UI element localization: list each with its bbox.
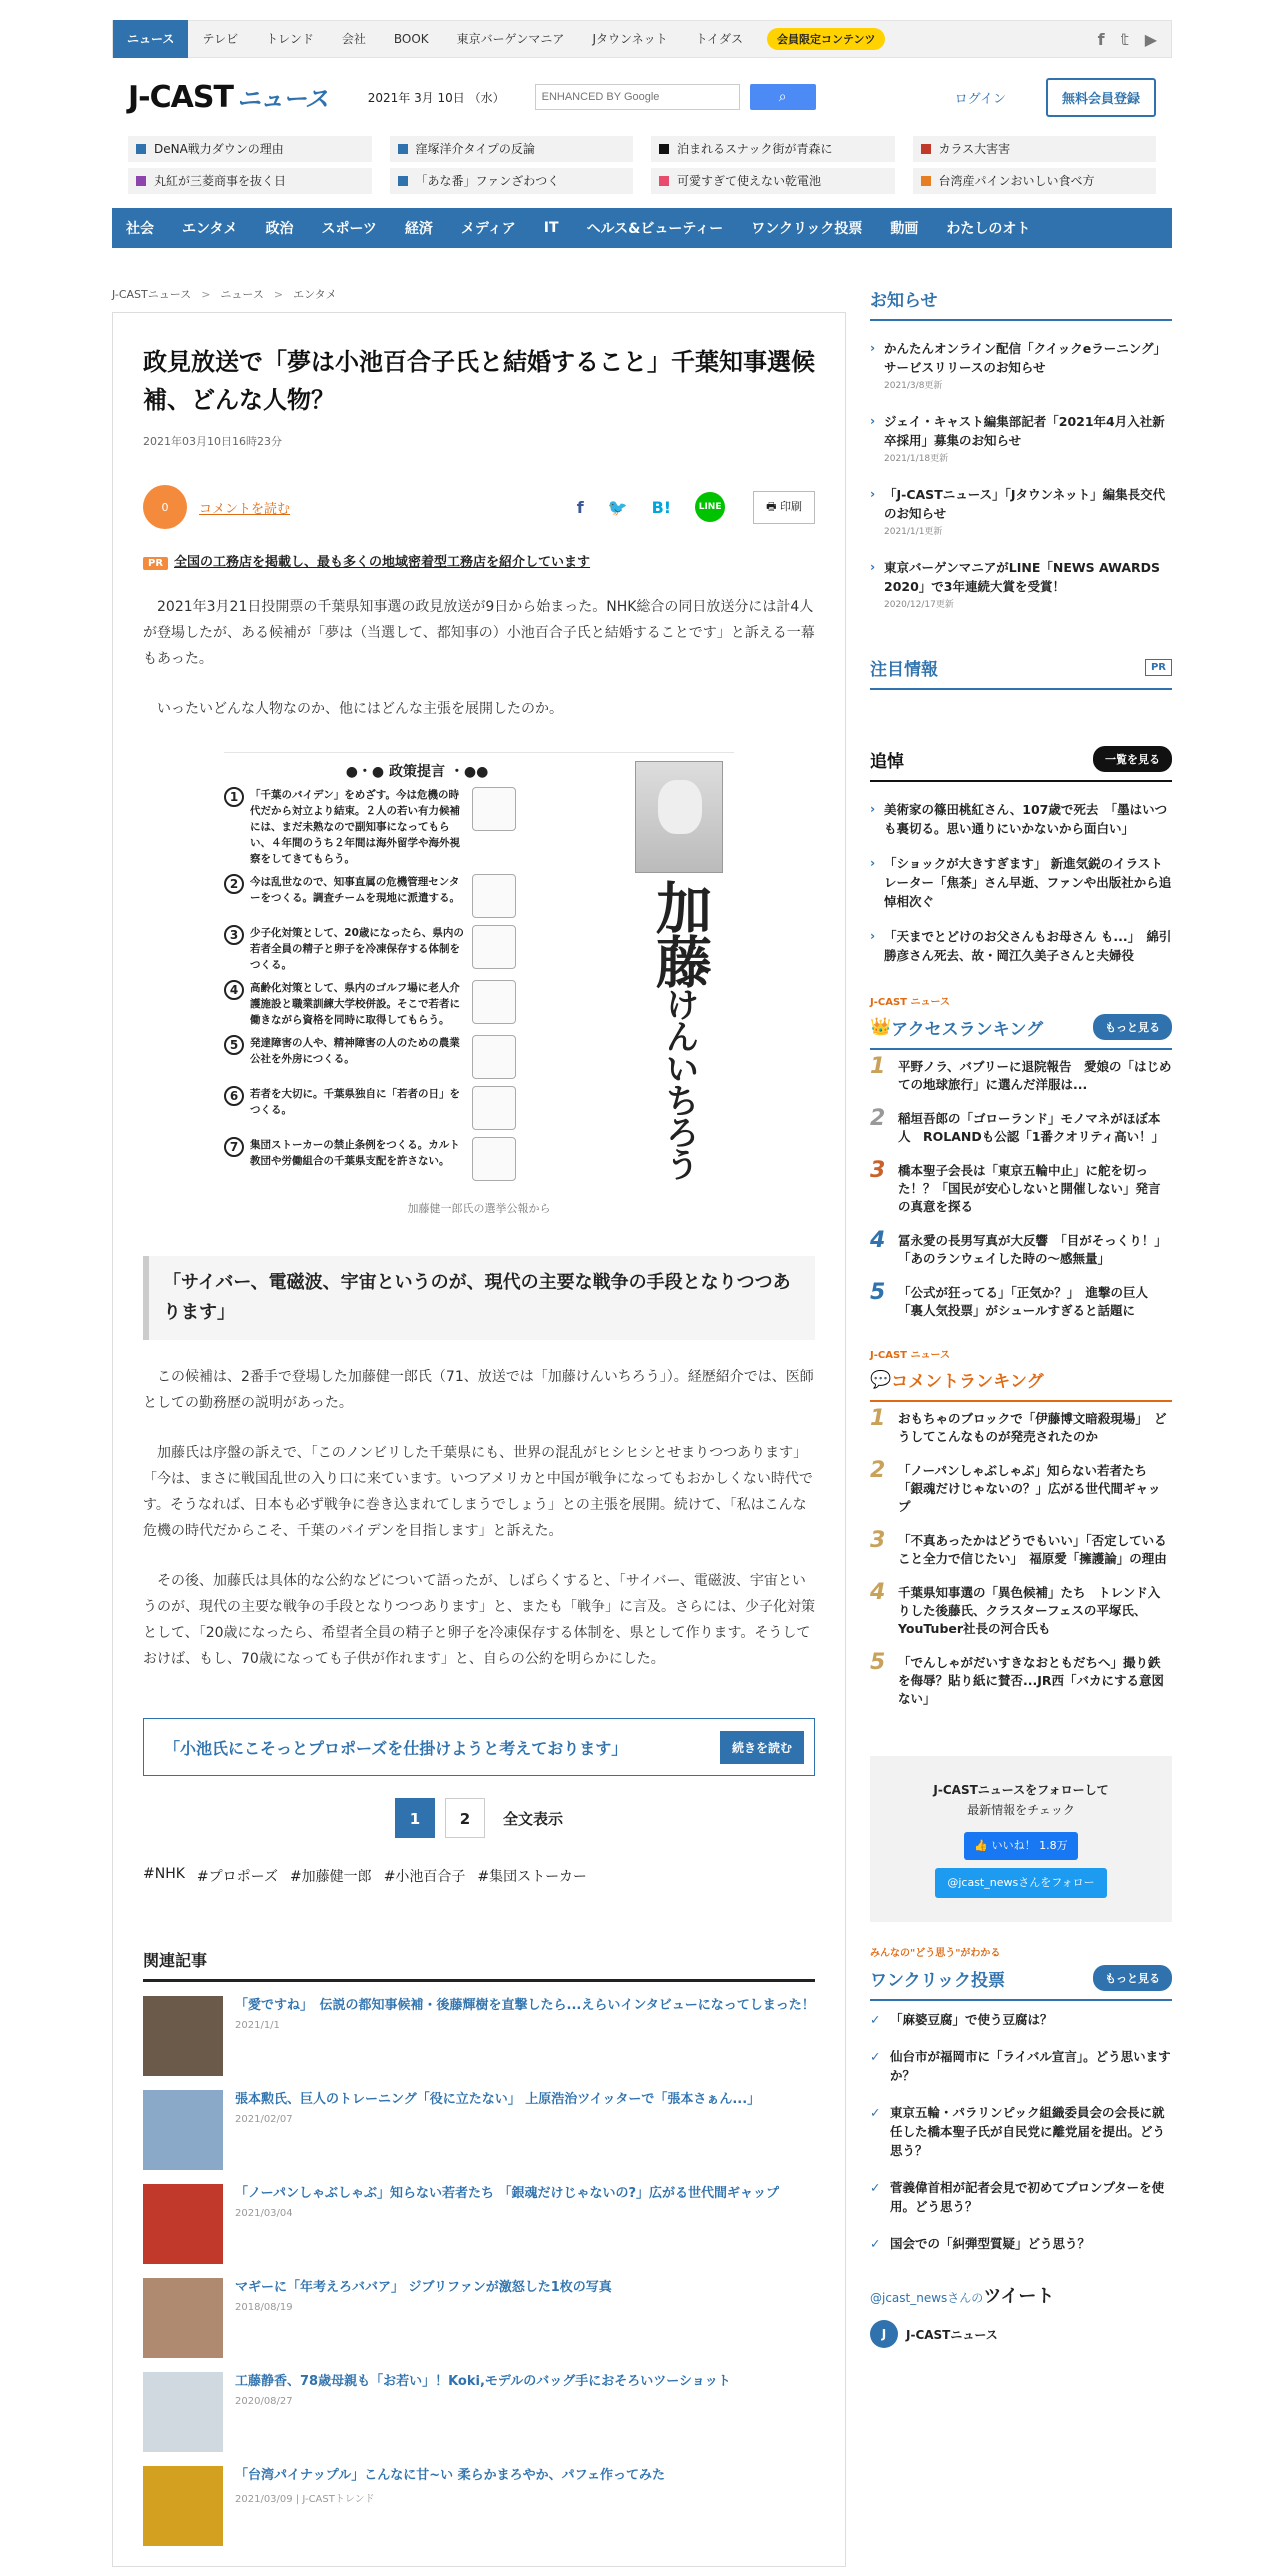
obit-list (870, 790, 1172, 971)
related-thumbnail[interactable] (143, 1996, 223, 2076)
hatena-bookmark-icon[interactable]: B! (651, 497, 672, 517)
comment-ranking-heading (870, 1367, 1172, 1402)
tag[interactable]: #小池百合子 (383, 1869, 466, 1885)
policy-item (224, 1137, 610, 1181)
category-9[interactable]: 動画 (890, 221, 919, 237)
comment-ranking-item[interactable] (870, 1576, 1172, 1646)
article-subheading: 「サイバー、電磁波、宇宙というのが、現代の主要な戦争の手段となりつつあります」 (143, 1256, 815, 1340)
related-text (235, 1996, 815, 2076)
access-more-button[interactable]: もっと見る (1093, 1014, 1172, 1040)
logo-news: ニュース (236, 85, 328, 113)
search-input[interactable] (535, 84, 740, 110)
policy-number: 1 (224, 787, 244, 807)
vote-item[interactable]: ✓ 国会での「糾弾型質疑」どう思う？ (870, 2225, 1172, 2262)
related-date: 2021/03/09 | J-CASTトレンド (235, 2494, 375, 2505)
related-item[interactable] (143, 2184, 815, 2264)
pickup-link[interactable] (913, 168, 1157, 194)
category-10[interactable]: わたしのオト (946, 221, 1031, 237)
candidate-name-vertical (647, 879, 711, 1179)
access-ranking-list (870, 1050, 1172, 1328)
print-button[interactable] (753, 491, 815, 524)
related-title[interactable]: マギーに「年考えろババア」 ジブリファンが激怒した1枚の写真 (235, 2280, 612, 2295)
notice-item[interactable] (870, 402, 1172, 475)
policy-number: 4 (224, 980, 244, 1000)
comment-ranking-item[interactable] (870, 1454, 1172, 1524)
topnav-jtown[interactable]: Jタウンネット (592, 32, 668, 46)
related-text (235, 2466, 665, 2546)
related-title[interactable]: 工藤静香、78歳母親も「お若い」！Koki,モデルのバッグ手におそろいツーショット (235, 2374, 731, 2389)
pickup-text: カラス大害害 (938, 142, 1011, 156)
line-share-icon[interactable]: LINE (695, 492, 725, 522)
notice-text: › ジェイ・キャスト編集部記者「2021年4月入社新卒採用」募集のお知らせ (884, 414, 1165, 448)
related-thumbnail[interactable] (143, 2372, 223, 2452)
policy-text: 発達障害の人や、精神障害の人のための農業公社を外房につくる。 (250, 1037, 460, 1065)
pickup-link[interactable] (128, 168, 372, 194)
access-ranking-heading (870, 1014, 1172, 1050)
policy-text: 若者を大切に。千葉県独自に「若者の日」をつくる。 (250, 1088, 460, 1116)
color-square-icon (659, 144, 669, 154)
pickup-text: 「あな番」ファンざわつく (415, 174, 560, 188)
vote-sub: みんなの"どう思う"がわかる (870, 1948, 1001, 1959)
paragraph: その後、加藤氏は具体的な公約などについて語ったが、しばらくすると、「サイバー、電磁波、宇宙というのが、現代の主要な戦争の手段となりつつあります」と、またも「戦争」に言及。さらには、少子化対策として、「20歳になったら、希望者全員の精子と卵子を冷凍保存する体制を、県として作ります。そうしておけば、もし、70歳になっても子供が作れます」と、自らの公約を明らかにした。 (143, 1573, 815, 1667)
related-date: 2018/08/19 (235, 2302, 293, 2313)
comment-ranking-text: 「ノーパンしゃぶしゃぶ」知らない若者たち 「銀魂だけじゃないの？」広がる世代間ギャップ (898, 1463, 1161, 1514)
policy-item (224, 787, 610, 867)
comment-ranking-item[interactable] (870, 1402, 1172, 1454)
pickup-text: 窪塚洋介タイプの反論 (415, 142, 535, 156)
main-column (112, 286, 846, 2567)
policy-text: 高齢化対策として、県内のゴルフ場に老人介護施設と職業訓練大学校併設。そこで若者に働きながら資格を同時に取得してもらう。 (250, 982, 460, 1026)
related-item[interactable] (143, 2090, 815, 2170)
election-bulletin-image (224, 752, 734, 1216)
paragraph: この候補は、2番手で登場した加藤健一郎氏（71、放送では「加藤けんいちろう」）。経歴紹介では、医師としての勤務歴の説明があった。 (143, 1369, 814, 1411)
attention-pr: PR (1145, 659, 1172, 676)
color-square-icon (136, 176, 146, 186)
name-kana: けんいちろう (659, 987, 699, 1179)
related-text (235, 2278, 612, 2358)
show-all-link[interactable]: 全文表示 (502, 1809, 563, 1828)
ranking-icon: 👑 (870, 1017, 892, 1037)
facebook-like-button[interactable]: 👍 いいね！ 1.8万 (964, 1832, 1077, 1860)
search-button[interactable] (750, 84, 816, 110)
comment-ranking-rank-number: 3 (870, 1528, 886, 1553)
signup-button[interactable]: 無料会員登録 (1046, 78, 1156, 117)
related-item[interactable] (143, 2466, 815, 2546)
policy-title: ●・● 政策提言 ・●● (345, 764, 489, 780)
pickup-link[interactable] (651, 136, 895, 162)
policy-item (224, 874, 610, 918)
page-1[interactable]: 1 (395, 1798, 435, 1838)
access-ranking-rank-number: 4 (870, 1228, 886, 1253)
color-square-icon (921, 144, 931, 154)
tag[interactable]: #加藤健一郎 (289, 1869, 372, 1885)
access-ranking-item[interactable] (870, 1276, 1172, 1328)
notice-date: 2020/12/17更新 (884, 600, 954, 610)
comment-rank-sub: J-CAST ニュース (870, 1350, 950, 1361)
page-2[interactable]: 2 (445, 1798, 485, 1838)
related-articles (143, 1948, 815, 2546)
vote-item[interactable]: ✓ 東京五輪・パラリンピック組織委員会の会長に就任した橋本聖子氏が自民党に離党届を提出。どう思う？ (870, 2094, 1172, 2169)
pickup-link[interactable] (128, 136, 372, 162)
comment-count-icon[interactable]: 0 (143, 485, 187, 529)
attention-heading (870, 655, 1172, 690)
sidebar (870, 286, 1172, 2567)
vote-item[interactable]: ✓ 仙台市が福岡市に「ライバル宣言」。どう思いますか？ (870, 2038, 1172, 2094)
access-ranking-rank-number: 5 (870, 1280, 886, 1305)
topnav-tv[interactable]: テレビ (202, 32, 239, 46)
header-date: 2021年 3月 10日 （水） (367, 90, 505, 105)
category-5[interactable]: メディア (460, 221, 516, 237)
attention-title: 注目情報 (870, 660, 938, 680)
paragraph: いったいどんな人物なのか、他にはどんな主張を展開したのか。 (157, 701, 563, 717)
category-1[interactable]: エンタメ (182, 221, 238, 237)
pickup-text: 丸紅が三菱商事を抜く日 (154, 174, 287, 188)
category-2[interactable]: 政治 (265, 221, 294, 237)
share-buttons (577, 492, 725, 522)
pagination (143, 1798, 815, 1838)
access-ranking-title: アクセスランキング (891, 1019, 1044, 1040)
category-8[interactable]: ワンクリック投票 (751, 221, 863, 237)
notice-date: 2021/1/18更新 (884, 454, 949, 464)
access-ranking-item[interactable] (870, 1102, 1172, 1154)
pickup-link[interactable] (913, 136, 1157, 162)
comment-ranking-title: コメントランキング (891, 1372, 1044, 1392)
pr-link[interactable] (143, 551, 815, 570)
related-title[interactable]: 「ノーパンしゃぶしゃぶ」知らない若者たち 「銀魂だけじゃないの?」広がる世代間ギャップ (235, 2186, 780, 2201)
obit-heading (870, 746, 1172, 782)
policy-illustration (472, 1086, 516, 1130)
color-square-icon (398, 176, 408, 186)
notice-heading (870, 286, 1172, 321)
paragraph: 加藤氏は序盤の訴えで、「このノンビリした千葉県にも、世界の混乱がヒシヒシとせまりつつあります」「今は、まさに戦国乱世の入り口に来ています。いつアメリカと中国が戦争になってもおかしくない時代です。そうなれば、日本も必ず戦争に巻き込まれてしまうでしょう」との主張を展開。続けて、「私はこんな危機の時代だからこそ、千葉のバイデンを目指します」と訴えた。 (143, 1445, 813, 1539)
continue-reading-box[interactable] (143, 1718, 815, 1776)
breadcrumb-news[interactable]: ニュース (220, 288, 264, 301)
vote-item[interactable]: ✓ 菅義偉首相が記者会見で初めてプロンプターを使用。どう思う？ (870, 2169, 1172, 2225)
policy-number: 6 (224, 1086, 244, 1106)
site-logo[interactable] (128, 79, 328, 115)
related-heading: 関連記事 (143, 1948, 815, 1982)
next-page-heading: 「小池氏にこそっとプロポーズを仕掛けようと考えております」 (164, 1738, 628, 1758)
policy-text: 集団ストーカーの禁止条例をつくる。カルト教団や労働組合の千葉県支配を許さない。 (250, 1139, 460, 1167)
access-ranking-text: 橋本聖子会長は「東京五輪中止」に舵を切った！？「国民が安心しないと開催しない」発言の真意を探る (898, 1163, 1161, 1214)
obit-item[interactable]: › 「天までとどけのお父さんもお母さん も...」 綿引勝彦さん死去、故・岡江久美子さんと夫婦役 (870, 917, 1172, 971)
category-nav (112, 208, 1172, 248)
notice-list (870, 329, 1172, 621)
facebook-share-icon[interactable]: f (576, 497, 584, 517)
topnav-company[interactable]: 会社 (341, 32, 366, 46)
pr-tag: PR (143, 557, 168, 570)
pickup-links (112, 136, 1172, 208)
tag[interactable]: #NHK (143, 1866, 185, 1882)
related-item[interactable] (143, 2372, 815, 2452)
print-label: 印刷 (780, 499, 802, 513)
comment-ranking-text: 「でんしゃがだいすきなおともだちへ」撮り鉄を侮辱？貼り紙に賛否...JR西「バカにする意図ない」 (898, 1655, 1165, 1706)
article-body-2 (143, 1364, 815, 1672)
related-title[interactable]: 「台湾パイナップル」こんなに甘~い 柔らかまろやか、パフェ作ってみた (235, 2468, 665, 2483)
policy-number: 5 (224, 1035, 244, 1055)
policy-number: 2 (224, 874, 244, 894)
account-name: J-CASTニュース (906, 2327, 998, 2342)
account-avatar: J (870, 2320, 898, 2348)
comment-ranking-item[interactable] (870, 1524, 1172, 1576)
continue-reading-button[interactable]: 続きを読む (720, 1731, 804, 1764)
article-title: 政見放送で「夢は小池百合子氏と結婚すること」千葉知事選候補、どんな人物？ (143, 348, 815, 414)
social-links (1098, 30, 1171, 49)
color-square-icon (136, 144, 146, 154)
policy-text: 少子化対策として、20歳になったら、県内の若者全員の精子と卵子を冷凍保存する体制をつくる。 (250, 927, 464, 971)
related-thumbnail[interactable] (143, 2278, 223, 2358)
access-ranking-text: 平野ノラ、バブリーに退院報告 愛娘の「はじめての地球旅行」に選んだ洋服は... (898, 1059, 1172, 1092)
topnav-toidas[interactable]: トイダス (695, 32, 744, 46)
notice-item[interactable] (870, 475, 1172, 548)
related-text (235, 2184, 779, 2264)
tag[interactable]: #集団ストーカー (477, 1869, 587, 1885)
color-square-icon (398, 144, 408, 154)
access-ranking-item[interactable] (870, 1050, 1172, 1102)
access-ranking-text: 「公式が狂ってる」「正気か？」 進撃の巨人「裏人気投票」がシュールすぎると話題に (898, 1285, 1149, 1318)
related-date: 2021/1/1 (235, 2020, 280, 2031)
access-ranking-rank-number: 3 (870, 1158, 886, 1183)
tweet-handle[interactable]: @jcast_newsさんの (870, 2291, 984, 2305)
category-4[interactable]: 経済 (404, 221, 433, 237)
facebook-icon[interactable]: f (1097, 29, 1105, 49)
pickup-text: 可愛すぎて使えない乾電池 (677, 174, 822, 188)
comment-ranking-text: おもちゃのブロックで「伊藤博文暗殺現場」 どうしてこんなものが発売されたのか (898, 1411, 1167, 1444)
access-ranking-item[interactable] (870, 1224, 1172, 1276)
logo-jcast: J-CAST (128, 80, 233, 115)
policy-number: 3 (224, 925, 244, 945)
topnav-book[interactable]: BOOK (393, 32, 429, 46)
pickup-link[interactable] (390, 168, 634, 194)
pickup-text: 泊まれるスナック街が青森に (677, 142, 833, 156)
related-date: 2020/08/27 (235, 2396, 293, 2407)
notice-title: お知らせ (870, 291, 938, 311)
breadcrumb: J-CASTニュース > ニュース > エンタメ (112, 288, 337, 301)
pickup-text: 台湾産パインおいしい食べ方 (938, 174, 1095, 188)
policy-item (224, 1086, 610, 1130)
article (112, 312, 846, 2567)
breadcrumb-home[interactable]: J-CASTニュース (112, 288, 192, 301)
vote-item[interactable]: ✓ 「麻婆豆腐」で使う豆腐は？ (870, 2001, 1172, 2038)
related-title[interactable]: 張本勲氏、巨人のトレーニング「役に立たない」 上原浩治ツイッターで「張本さぁん...」 (235, 2092, 761, 2107)
members-badge[interactable]: 会員限定コンテンツ (767, 28, 885, 50)
policy-text: 今は乱世なので、知事直属の危機管理センターをつくる。調査チームを現地に派遣する。 (250, 876, 460, 904)
color-square-icon (921, 176, 931, 186)
search-icon: ⌕ (778, 89, 787, 105)
notice-text: › 「J-CASTニュース」「Jタウンネット」編集長交代のお知らせ (884, 487, 1166, 521)
comment-ranking-list (870, 1402, 1172, 1716)
comment-ranking-item[interactable] (870, 1646, 1172, 1716)
related-title[interactable]: 「愛ですね」 伝説の都知事候補・後藤輝樹を直撃したら...えらいインタビューになってしまった！ (235, 1998, 815, 2013)
notice-date: 2021/1/1更新 (884, 527, 943, 537)
policy-illustration (472, 925, 516, 969)
obit-item[interactable]: › 美術家の篠田桃紅さん、107歳で死去 「墨はいつも裏切る。思い通りにいかないから面白い」 (870, 790, 1172, 844)
read-comments-link[interactable]: コメントを読む (199, 501, 291, 517)
comment-ranking-text: 千葉県知事選の「異色候補」たち トレンド入りした後藤氏、クラスターフェスの平塚氏、YouTuber社長の河合氏も (898, 1585, 1161, 1636)
related-text (235, 2090, 760, 2170)
notice-item[interactable] (870, 329, 1172, 402)
access-ranking-rank-number: 2 (870, 1106, 886, 1131)
policy-illustration (472, 1137, 516, 1181)
policy-illustration (472, 1035, 516, 1079)
related-thumbnail[interactable] (143, 2184, 223, 2264)
policy-number: 7 (224, 1137, 244, 1157)
tag[interactable]: #プロポーズ (196, 1869, 278, 1885)
name-kanji: 加藤 (647, 879, 712, 987)
category-6[interactable]: IT (543, 220, 559, 236)
related-thumbnail[interactable] (143, 2090, 223, 2170)
vote-title: ワンクリック投票 (870, 1970, 1005, 1991)
obit-title: 追悼 (870, 751, 904, 772)
category-3[interactable]: スポーツ (321, 221, 377, 237)
comment-ranking-text: 「不真あったかはどうでもいい」「否定していること全力で信じたい」 福原愛「擁護論」の理由 (898, 1533, 1167, 1566)
related-item[interactable] (143, 1996, 815, 2076)
comment-ranking-rank-number: 4 (870, 1580, 886, 1605)
topnav-news[interactable]: ニュース (113, 20, 188, 58)
twitter-icon[interactable]: 𝕥 (1120, 29, 1129, 49)
top-nav (112, 20, 1172, 58)
follow-box (870, 1756, 1172, 1922)
related-date: 2021/03/04 (235, 2208, 293, 2219)
comment-ranking-rank-number: 1 (870, 1406, 886, 1431)
policy-item (224, 925, 610, 973)
policy-illustration (472, 787, 516, 831)
breadcrumb-entame[interactable]: エンタメ (293, 288, 337, 301)
printer-icon: 🖶 (766, 499, 780, 513)
comment-bubble-icon: 💬 (870, 1369, 892, 1390)
article-date: 2021年03月10日16時23分 (143, 435, 282, 448)
obit-more-button[interactable]: 一覧を見る (1093, 746, 1172, 772)
youtube-icon[interactable]: ▶ (1144, 29, 1157, 49)
article-body (143, 594, 815, 722)
follow-line-2: 最新情報をチェック (967, 1803, 1075, 1817)
access-sub: J-CAST ニュース (870, 997, 950, 1008)
candidate-portrait (635, 761, 723, 873)
tweet-account[interactable] (870, 2320, 1172, 2348)
topnav-trend[interactable]: トレンド (266, 32, 314, 46)
pickup-link[interactable] (390, 136, 634, 162)
pickup-link[interactable] (651, 168, 895, 194)
policy-item (224, 1035, 610, 1079)
obit-item[interactable]: › 「ショックが大きすぎます」 新進気鋭のイラストレーター「焦茶」さん早逝、ファンや出版社から追悼相次ぐ (870, 844, 1172, 917)
related-item[interactable] (143, 2278, 815, 2358)
pickup-text: DeNA戦力ダウンの理由 (154, 142, 284, 156)
topnav-bargain[interactable]: 東京バーゲンマニア (456, 32, 565, 46)
category-0[interactable]: 社会 (126, 221, 154, 237)
policy-text: 「千葉のバイデン」をめざす。今は危機の時代だから対立より結束。２人の若い有力候補には、まだ未熟なので副知事になってもらい、４年間のうち２年間は海外留学や海外視察をしてきてもらう。 (250, 789, 460, 865)
policy-item (224, 980, 610, 1028)
tag-list (143, 1866, 815, 1886)
notice-text: › かんたんオンライン配信「クイックeラーニング」サービスリリースのお知らせ (884, 341, 1166, 375)
vote-heading (870, 1965, 1172, 2001)
twitter-share-icon[interactable]: 🐦 (607, 497, 628, 517)
vote-more-button[interactable]: もっと見る (1093, 1965, 1172, 1991)
access-ranking-text: 冨永愛の長男写真が大反響 「目がそっくり！」「あのランウェイした時の～感無量」 (898, 1233, 1167, 1266)
access-ranking-item[interactable] (870, 1154, 1172, 1224)
vote-list (870, 2001, 1172, 2262)
notice-text: › 東京バーゲンマニアがLINE「NEWS AWARDS 2020」で3年連続大賞を受賞！ (884, 560, 1161, 594)
login-link[interactable]: ログイン (954, 91, 1006, 107)
twitter-follow-button[interactable]: @jcast_newsさんをフォロー (935, 1868, 1106, 1898)
comment-ranking-rank-number: 5 (870, 1650, 886, 1675)
follow-line-1: J-CASTニュースをフォローして (933, 1783, 1109, 1797)
image-caption: 加藤健一郎氏の選挙公報から (407, 1202, 551, 1215)
access-ranking-text: 稲垣吾郎の「ゴローランド」モノマネがほぼ本人 ROLANDも公認「1番クオリティ高い！」 (898, 1111, 1165, 1144)
site-header (112, 58, 1172, 136)
color-square-icon (659, 176, 669, 186)
notice-date: 2021/3/8更新 (884, 381, 943, 391)
tweet-word: ツイート (983, 2286, 1055, 2307)
notice-item[interactable] (870, 548, 1172, 621)
paragraph: 2021年3月21日投開票の千葉県知事選の政見放送が9日から始まった。NHK総合の同日放送分には計4人が登場したが、ある候補が「夢は（当選して、都知事の）小池百合子氏と結婚することです」と訴える一幕もあった。 (143, 599, 815, 667)
policy-illustration (472, 874, 516, 918)
related-text (235, 2372, 731, 2452)
category-7[interactable]: ヘルス&ビューティー (586, 221, 724, 237)
related-thumbnail[interactable] (143, 2466, 223, 2546)
policy-illustration (472, 980, 516, 1024)
pr-text: 全国の工務店を掲載し、最も多くの地域密着型工務店を紹介しています (174, 555, 591, 570)
access-ranking-rank-number: 1 (870, 1054, 886, 1079)
share-bar (143, 485, 815, 529)
search-box (535, 84, 816, 110)
comment-ranking-rank-number: 2 (870, 1458, 886, 1483)
related-date: 2021/02/07 (235, 2114, 293, 2125)
tweet-widget (870, 2282, 1172, 2348)
